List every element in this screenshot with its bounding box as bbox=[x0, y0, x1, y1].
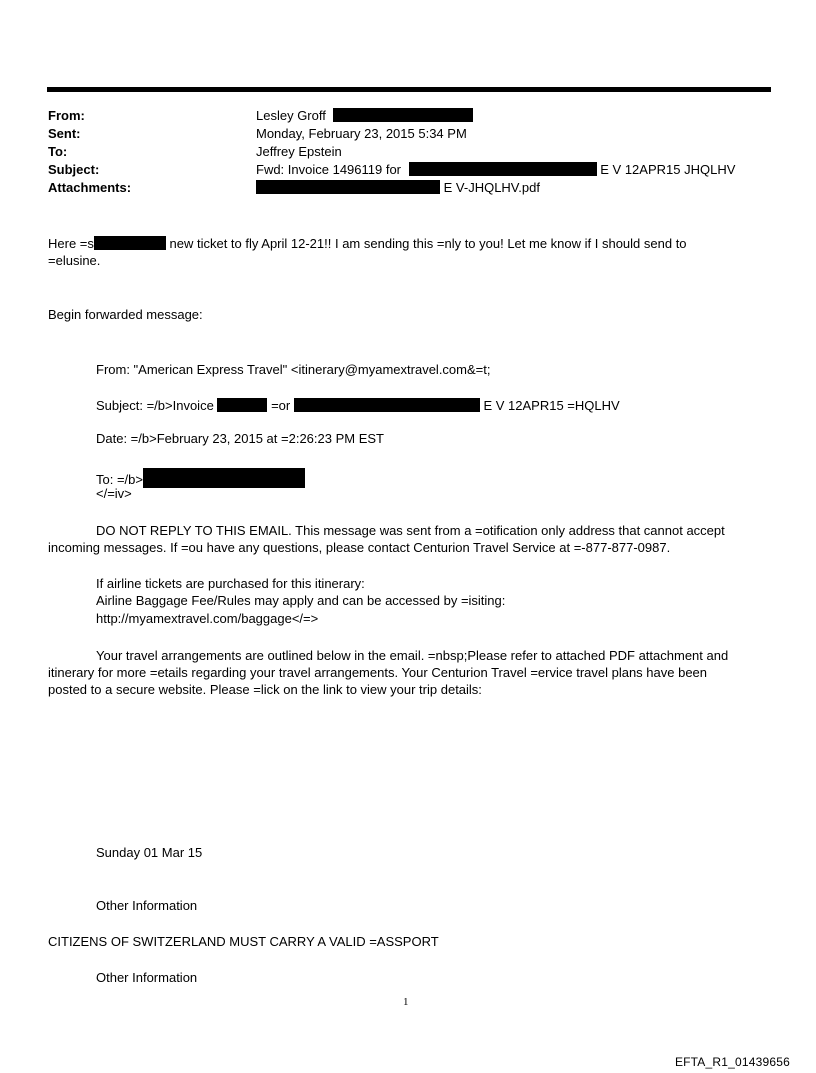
from-label: From: bbox=[48, 108, 85, 123]
subject-value bbox=[256, 162, 735, 177]
redaction-invoice-number bbox=[217, 398, 267, 412]
redaction-subject bbox=[409, 162, 597, 176]
other-info-2: Other Information bbox=[96, 970, 198, 985]
redaction-fwd-to bbox=[143, 468, 305, 488]
intro-line-2: =elusine. bbox=[48, 253, 101, 268]
sent-label: Sent: bbox=[48, 126, 81, 141]
baggage-line-2: Airline Baggage Fee/Rules may apply and can be accessed by =isiting: bbox=[96, 593, 506, 608]
baggage-link[interactable]: http://myamextravel.com/baggage</=> bbox=[96, 611, 319, 626]
trip-date: Sunday 01 Mar 15 bbox=[96, 845, 203, 860]
subject-tail: E V 12APR15 JHQLHV bbox=[600, 162, 736, 177]
noreply-line-2: incoming messages. If =ou have any questions, please contact Centurion Travel Service at =-877-877-0987. bbox=[48, 540, 671, 555]
document-id: EFTA_R1_01439656 bbox=[674, 1055, 790, 1069]
arrangements-line-1: Your travel arrangements are outlined below in the email. =nbsp;Please refer to attached PDF attachment and bbox=[96, 648, 729, 663]
fwd-subject bbox=[96, 397, 620, 414]
subject-label: Subject: bbox=[48, 162, 100, 177]
attachment-filename[interactable]: E V-JHQLHV.pdf bbox=[443, 180, 540, 195]
baggage-line-1: If airline tickets are purchased for this itinerary: bbox=[96, 576, 365, 591]
from-value bbox=[256, 108, 473, 123]
fwd-date: Date: =/b>February 23, 2015 at =2:26:23 PM EST bbox=[96, 431, 384, 446]
redaction-from-email bbox=[333, 108, 473, 122]
subject-text: Fwd: Invoice 1496119 for bbox=[256, 162, 402, 177]
fwd-subject-c: E V 12APR15 =HQLHV bbox=[483, 398, 620, 413]
arrangements-line-2: itinerary for more =etails regarding your travel arrangements. Your Centurion Travel =ervice travel plans have been bbox=[48, 665, 708, 680]
to-value: Jeffrey Epstein bbox=[256, 144, 342, 159]
citizens-notice: CITIZENS OF SWITZERLAND MUST CARRY A VALID =ASSPORT bbox=[48, 934, 439, 949]
fwd-to-text: To: =/b> bbox=[96, 472, 143, 487]
to-label: To: bbox=[48, 144, 68, 159]
other-info-1: Other Information bbox=[96, 898, 198, 913]
intro-text-b: new ticket to fly April 12-21!! I am sending this =nly to you! Let me know if I should send to bbox=[169, 236, 687, 251]
header-rule bbox=[47, 87, 771, 92]
from-name: Lesley Groff bbox=[256, 108, 326, 123]
page-number: 1 bbox=[403, 996, 409, 1008]
intro-line-1 bbox=[48, 235, 687, 252]
intro-text-a: Here =s bbox=[48, 236, 94, 251]
attachments-label: Attachments: bbox=[48, 180, 132, 195]
redaction-intro bbox=[94, 236, 166, 250]
fwd-subject-a: Subject: =/b>Invoice bbox=[96, 398, 214, 413]
arrangements-line-3: posted to a secure website. Please =lick on the link to view your trip details: bbox=[48, 682, 482, 697]
noreply-line-1: DO NOT REPLY TO THIS EMAIL. This message was sent from a =otification only address that cannot accept bbox=[96, 523, 725, 538]
fwd-div-close: </=iv> bbox=[96, 486, 132, 501]
fwd-subject-b: =or bbox=[271, 398, 291, 413]
fwd-from: From: "American Express Travel" <itinerary@myamextravel.com&=t; bbox=[96, 362, 491, 377]
sent-value: Monday, February 23, 2015 5:34 PM bbox=[256, 126, 467, 141]
attachments-value[interactable] bbox=[256, 180, 540, 195]
redaction-attachment bbox=[256, 180, 440, 194]
begin-forwarded: Begin forwarded message: bbox=[48, 307, 203, 322]
redaction-fwd-subject bbox=[294, 398, 480, 412]
